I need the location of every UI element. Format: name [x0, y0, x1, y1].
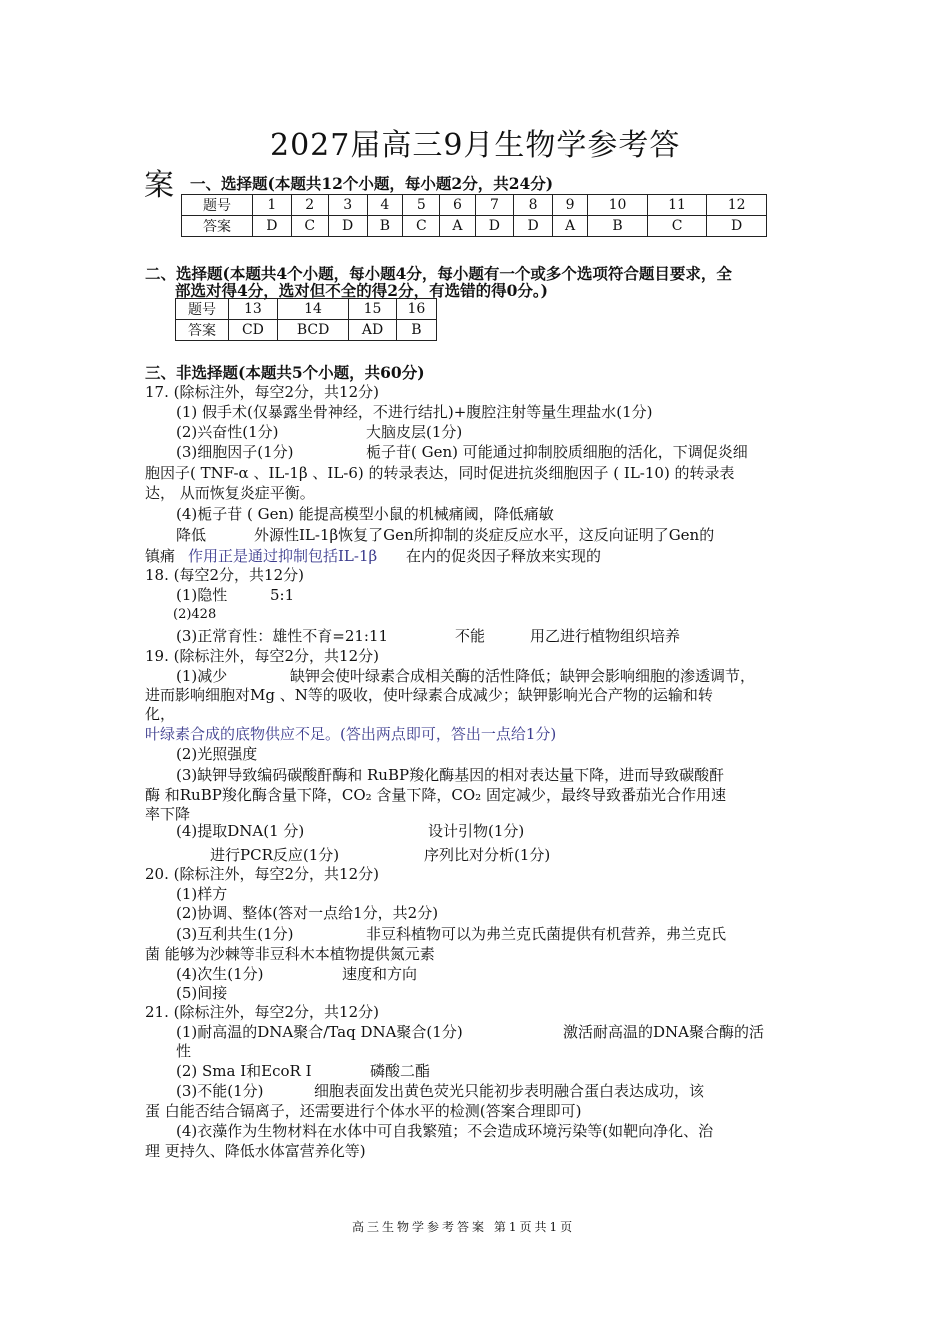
answer-line: (2)兴奋性(1分)	[176, 423, 279, 441]
table-row	[176, 299, 437, 320]
answer-line: 非豆科植物可以为弗兰克氏菌提供有机营养，弗兰克氏	[366, 925, 727, 943]
answer-line: (4)提取DNA(1 分)	[176, 822, 305, 840]
page-footer: 高三生物学参考答案 第1页共1页	[352, 1220, 576, 1234]
answer-line: 蛋 白能否结合镉离子，还需要进行个体水平的检测(答案合理即可)	[145, 1102, 582, 1120]
answer-line: (3)不能(1分)	[176, 1082, 264, 1100]
answer-line: (4)次生(1分)	[176, 965, 264, 983]
answer-line: 作用正是通过抑制包括IL-1β	[188, 547, 378, 565]
answer-line: 率下降	[145, 805, 191, 823]
table-cell: D	[475, 216, 514, 237]
answer-line: (4)衣藻作为生物材料在水体中可自我繁殖；不会造成环境污染等(如靶向净化、治	[176, 1122, 714, 1140]
table-cell: C	[647, 216, 707, 237]
table-cell: 8	[514, 195, 553, 216]
table-row	[176, 320, 437, 341]
answer-line: (3)正常育性：雄性不育=21:11	[176, 627, 389, 645]
table-cell: B	[588, 216, 648, 237]
table-header-cell: 答案	[176, 320, 229, 341]
table-cell: 14	[277, 299, 348, 320]
table-cell: A	[552, 216, 587, 237]
table-cell: 3	[328, 195, 367, 216]
answer-line: 达， 从而恢复炎症平衡。	[145, 484, 315, 502]
answer-line: 大脑皮层(1分)	[366, 423, 463, 441]
table-cell: C	[291, 216, 328, 237]
answer-line: (2)光照强度	[176, 745, 258, 763]
answer-line: 激活耐高温的DNA聚合酶的活	[563, 1023, 764, 1041]
answer-line: (1) 假手术(仅暴露坐骨神经，不进行结扎)+腹腔注射等量生理盐水(1分)	[176, 403, 653, 421]
table-header-cell: 答案	[182, 216, 253, 237]
table-cell: C	[403, 216, 440, 237]
table-cell: 15	[349, 299, 397, 320]
answer-line: 5:1	[270, 586, 295, 604]
answer-line: (1)隐性	[176, 586, 228, 604]
answer-line: 酶 和RuBP羧化酶含量下降，CO₂ 含量下降，CO₂ 固定减少，最终导致番茄光合作用速	[145, 786, 726, 804]
answer-table-1	[181, 194, 767, 237]
table-cell: D	[514, 216, 553, 237]
table-header-cell: 题号	[182, 195, 253, 216]
table-cell: B	[396, 320, 436, 341]
answer-line: 缺钾会使叶绿素合成相关酶的活性降低；缺钾会影响细胞的渗透调节，	[290, 667, 756, 685]
answer-line: (3)细胞因子(1分)	[176, 443, 294, 461]
answer-line: (2) Sma Ⅰ和EcoR Ⅰ	[176, 1062, 312, 1080]
section-1-heading: 一、选择题(本题共12个小题，每小题2分，共24分)	[190, 174, 554, 193]
answer-line: 不能	[455, 627, 486, 645]
table-cell: B	[367, 216, 403, 237]
table-cell: 7	[475, 195, 514, 216]
answer-line: 叶绿素合成的底物供应不足。(答出两点即可，答出一点给1分)	[145, 725, 557, 743]
table-header-cell: 题号	[176, 299, 229, 320]
answer-line: (3)互利共生(1分)	[176, 925, 294, 943]
answer-line: (2)协调、整体(答对一点给1分，共2分)	[176, 904, 439, 922]
table-cell: 9	[552, 195, 587, 216]
table-cell: AD	[349, 320, 397, 341]
answer-table-2	[175, 298, 437, 341]
table-cell: A	[440, 216, 475, 237]
answer-line: 镇痛	[145, 547, 176, 565]
page-title-wrap: 案	[144, 168, 175, 203]
answer-line: 序列比对分析(1分)	[424, 846, 551, 864]
section-2-heading: 二、选择题(本题共4个小题，每小题4分，每小题有一个或多个选项符合题目要求，全	[145, 264, 732, 283]
answer-line: 菌 能够为沙棘等非豆科木本植物提供氮元素	[145, 945, 435, 963]
table-row	[182, 216, 767, 237]
answer-line: 化，	[145, 705, 176, 723]
answer-line: 理 更持久、降低水体富营养化等)	[145, 1142, 366, 1160]
answer-line: (1)样方	[176, 885, 228, 903]
table-cell: CD	[229, 320, 278, 341]
table-cell: D	[707, 216, 767, 237]
answer-line: 磷酸二酯	[370, 1062, 431, 1080]
table-cell: 11	[647, 195, 707, 216]
table-cell: 1	[253, 195, 292, 216]
table-cell: 5	[403, 195, 440, 216]
answer-line: 进而影响细胞对Mg 、N等的吸收，使叶绿素合成减少；缺钾影响光合产物的运输和转	[145, 686, 713, 704]
answer-line: (2)428	[173, 607, 217, 622]
answer-line: 设计引物(1分)	[428, 822, 525, 840]
page-title: 2027届高三9月生物学参考答	[270, 128, 681, 163]
table-cell: 16	[396, 299, 436, 320]
answer-line: 性	[176, 1042, 192, 1060]
table-cell: D	[253, 216, 292, 237]
table-cell: 4	[367, 195, 403, 216]
answer-line: 细胞表面发出黄色荧光只能初步表明融合蛋白表达成功，该	[314, 1082, 705, 1100]
answer-line: 栀子苷( Gen) 可能通过抑制胶质细胞的活化，下调促炎细	[366, 443, 748, 461]
answer-line: (4)栀子苷 ( Gen) 能提高模型小鼠的机械痛阈，降低痛敏	[176, 505, 554, 523]
question-heading: 20. (除标注外，每空2分，共12分)	[145, 865, 379, 883]
answer-line: 降低	[176, 526, 207, 544]
answer-line: 在内的促炎因子释放来实现的	[406, 547, 602, 565]
section-3-heading: 三、非选择题(本题共5个小题，共60分)	[145, 363, 425, 382]
answer-line: 速度和方向	[342, 965, 418, 983]
table-row	[182, 195, 767, 216]
table-cell: 10	[588, 195, 648, 216]
question-heading: 18. (每空2分，共12分)	[145, 566, 304, 584]
answer-line: (1)减少	[176, 667, 228, 685]
table-cell: 13	[229, 299, 278, 320]
answer-line: 用乙进行植物组织培养	[530, 627, 681, 645]
answer-line: 胞因子( TNF-α 、IL-1β 、IL-6) 的转录表达，同时促进抗炎细胞因子 ( IL-10) 的转录表	[145, 464, 735, 482]
answer-line: (3)缺钾导致编码碳酸酐酶和 RuBP羧化酶基因的相对表达量下降，进而导致碳酸酐	[176, 766, 725, 784]
answer-line: (5)间接	[176, 984, 228, 1002]
section-2-heading-cont: 部选对得4分，选对但不全的得2分，有选错的得0分。)	[175, 281, 548, 300]
answer-line: 进行PCR反应(1分)	[210, 846, 340, 864]
answer-line: 外源性IL-1β恢复了Gen所抑制的炎症反应水平，这反向证明了Gen的	[254, 526, 715, 544]
table-cell: 12	[707, 195, 767, 216]
table-cell: 2	[291, 195, 328, 216]
table-cell: BCD	[277, 320, 348, 341]
question-heading: 19. (除标注外，每空2分，共12分)	[145, 647, 379, 665]
answer-line: (1)耐高温的DNA聚合/Taq DNA聚合(1分)	[176, 1023, 463, 1041]
table-cell: D	[328, 216, 367, 237]
question-heading: 17. (除标注外，每空2分，共12分)	[145, 383, 379, 401]
question-heading: 21. (除标注外，每空2分，共12分)	[145, 1003, 379, 1021]
table-cell: 6	[440, 195, 475, 216]
